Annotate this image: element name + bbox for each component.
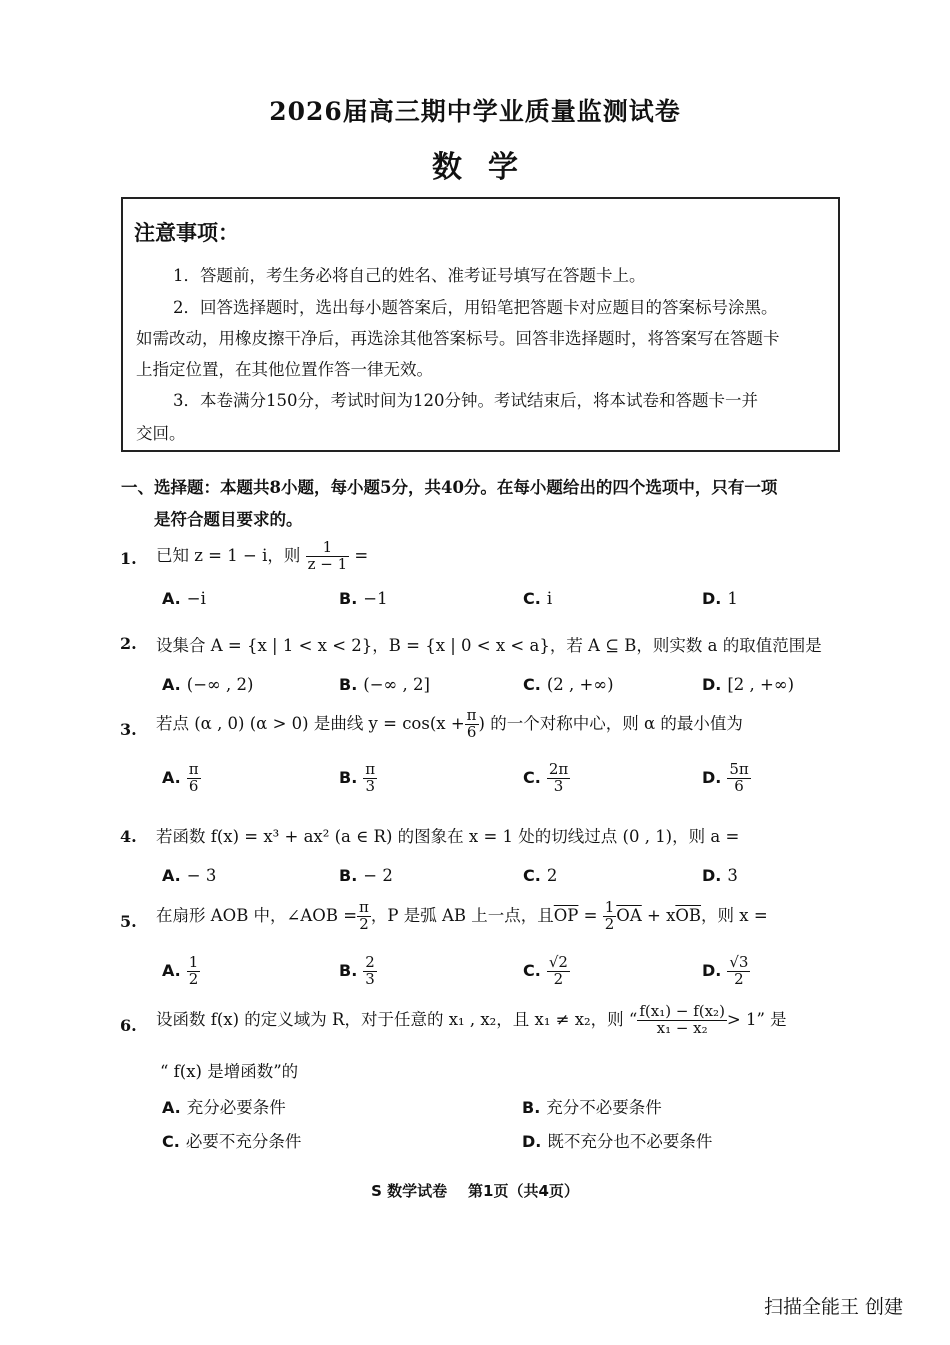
q1-option-c [523, 589, 552, 608]
q3-fraction [465, 708, 479, 741]
q5-frac-den: 2 [359, 914, 369, 933]
question-stem-4: 若函数 f(x) = x³ + ax² (a ∈ R) 的图象在 x = 1 处的切线过点 (0 , 1)，则 a = [156, 827, 740, 846]
frac-num: π [365, 760, 376, 778]
frac-num: 2π [548, 760, 569, 778]
q5-option-d [702, 955, 750, 988]
q1-stem-b: = [354, 545, 369, 565]
frac-den: 2 [188, 969, 199, 988]
vector-ob: $\overline{OB}$ [675, 905, 702, 925]
q6-fraction [637, 1004, 727, 1037]
notice-line-2: 2．回答选择题时，选出每小题答案后，用铅笔把答题卡对应题目的答案标号涂黑。 [173, 298, 778, 317]
q5-option-a [162, 955, 200, 988]
q1-option-b [339, 589, 388, 608]
frac-num: 5π [729, 760, 749, 778]
option-fraction [727, 955, 750, 988]
vector-oa: $\overline{OA}$ [616, 905, 642, 925]
q5-stem-c: ，则 x = [701, 905, 768, 925]
q6-frac-num: f(x₁) − f(x₂) [639, 1002, 725, 1020]
subject-title: 数学 [432, 150, 544, 185]
q3-stem-a: 若点 (α , 0) (α > 0) 是曲线 y = cos(x + [156, 713, 465, 733]
question-number-6: 6. [120, 1016, 137, 1035]
q5-frac-num: π [359, 898, 369, 916]
question-stem-6 [156, 1004, 787, 1037]
option-label: D. [702, 866, 722, 885]
frac-den: 3 [553, 776, 564, 795]
option-label: B. [339, 960, 358, 980]
q1-fraction [306, 540, 350, 573]
q6-option-a [162, 1094, 286, 1118]
q1-option-d [702, 589, 738, 608]
option-label: D. [702, 589, 722, 608]
q2-option-a [162, 675, 253, 694]
frac-den: 3 [365, 969, 375, 988]
q2-option-d [702, 675, 794, 694]
question-stem-1 [156, 540, 368, 573]
option-text: 1 [727, 589, 738, 608]
notice-line-5: 3．本卷满分150分，考试时间为120分钟。考试结束后，将本试卷和答题卡一并 [173, 391, 758, 410]
q1-stem-a: 已知 z = 1 − i，则 [156, 545, 301, 565]
option-text: (−∞ , 2] [363, 675, 430, 694]
q5-option-b [339, 955, 377, 988]
option-text: 必要不充分条件 [185, 1132, 302, 1151]
q3-option-c [523, 762, 570, 795]
option-label: A. [162, 767, 181, 787]
section-line-2: 是符合题目要求的。 [154, 510, 303, 529]
q4-option-c [523, 866, 557, 885]
option-label: B. [339, 767, 358, 787]
question-number-2: 2. [120, 634, 137, 653]
q3-option-a [162, 762, 201, 795]
scanner-watermark: 扫描全能王 创建 [764, 1296, 904, 1318]
option-label: C. [523, 589, 541, 608]
option-fraction [727, 762, 750, 795]
q5-stem-a: 在扇形 AOB 中，∠AOB = [156, 905, 358, 925]
question-number-1: 1. [120, 549, 137, 568]
option-label: B. [522, 1098, 541, 1117]
option-label: C. [523, 866, 541, 885]
option-label: A. [162, 866, 181, 885]
option-fraction [363, 955, 377, 988]
page-footer: S 数学试卷 第1页（共4页） [371, 1182, 579, 1200]
frac-den: 6 [188, 776, 199, 795]
section-heading [121, 472, 851, 536]
frac-num: 2 [365, 953, 375, 971]
q6-option-c [162, 1128, 301, 1152]
notice-line-1: 1．答题前，考生务必将自己的姓名、准考证号填写在答题卡上。 [173, 266, 646, 285]
option-fraction [187, 955, 201, 988]
q5-fraction-half [603, 900, 617, 933]
q5-option-c [523, 955, 570, 988]
option-text: [2 , +∞) [727, 675, 795, 694]
option-label: C. [523, 767, 541, 787]
q5-frac2-den: 2 [604, 914, 615, 933]
q1-option-a [162, 589, 206, 608]
option-text: 既不充分也不必要条件 [547, 1132, 713, 1151]
option-text: −i [186, 589, 206, 608]
q5-stem-b: ，P 是弧 AB 上一点，且 [370, 905, 554, 925]
q3-option-d [702, 762, 751, 795]
frac-num: √3 [729, 953, 749, 971]
q3-frac-den: 6 [466, 722, 477, 741]
option-label: B. [339, 589, 358, 608]
option-text: 3 [727, 866, 738, 885]
frac-num: π [188, 760, 199, 778]
option-text: − 2 [363, 866, 393, 885]
option-label: C. [523, 960, 541, 980]
q3-option-b [339, 762, 377, 795]
vector-op: $\overline{OP}$ [553, 905, 579, 925]
section-line-1: 一、选择题：本题共8小题，每小题5分，共40分。在每小题给出的四个选项中，只有一项 [121, 478, 778, 497]
frac-num: √2 [548, 953, 568, 971]
question-stem-6-line2: “ f(x) 是增函数”的 [160, 1062, 299, 1081]
notice-heading: 注意事项： [134, 220, 239, 245]
option-label: C. [523, 675, 541, 694]
option-fraction [363, 762, 377, 795]
option-text: 充分不必要条件 [546, 1098, 662, 1117]
question-number-5: 5. [120, 912, 137, 931]
option-text: (2 , +∞) [546, 675, 614, 694]
q3-frac-num: π [466, 706, 477, 724]
q2-option-c [523, 675, 614, 694]
question-stem-5 [156, 900, 768, 933]
question-number-3: 3. [120, 720, 137, 739]
q1-frac-den: z − 1 [307, 554, 348, 573]
q5-equals: = [578, 905, 603, 925]
frac-den: 2 [734, 969, 744, 988]
q5-plus-x: + x [641, 905, 676, 925]
frac-den: 6 [734, 776, 744, 795]
q1-frac-num: 1 [306, 540, 350, 557]
q6-option-d [522, 1128, 712, 1152]
option-label: D. [522, 1132, 542, 1151]
q5-frac2-num: 1 [604, 898, 615, 916]
frac-num: 1 [188, 953, 199, 971]
option-text: (−∞ , 2) [186, 675, 254, 694]
option-label: C. [162, 1132, 180, 1151]
notice-line-6: 交回。 [136, 424, 186, 443]
question-stem-3 [156, 708, 743, 741]
option-label: D. [702, 675, 722, 694]
frac-den: 2 [553, 969, 564, 988]
frac-den: 3 [365, 776, 375, 795]
q6-option-b [522, 1094, 662, 1118]
option-text: − 3 [186, 866, 217, 885]
option-text: i [546, 589, 553, 608]
q4-option-b [339, 866, 393, 885]
option-fraction [547, 762, 570, 795]
q4-option-a [162, 866, 216, 885]
option-label: D. [702, 767, 722, 787]
option-text: −1 [363, 589, 388, 608]
q5-fraction-angle [357, 900, 371, 933]
q3-stem-b: ) 的一个对称中心，则 α 的最小值为 [478, 713, 743, 733]
option-label: A. [162, 960, 181, 980]
notice-line-3: 如需改动，用橡皮擦干净后，再选涂其他答案标号。回答非选择题时，将答案写在答题卡 [136, 329, 780, 348]
question-stem-2: 设集合 A = {x | 1 < x < 2}，B = {x | 0 < x < a}，若 A ⊆ B，则实数 a 的取值范围是 [156, 636, 822, 655]
option-fraction [187, 762, 201, 795]
option-label: D. [702, 960, 722, 980]
option-fraction [547, 955, 570, 988]
q6-frac-den: x₁ − x₂ [656, 1018, 708, 1037]
option-text: 2 [546, 866, 558, 885]
option-label: A. [162, 1098, 181, 1117]
q2-option-b [339, 675, 430, 694]
exam-title: 2026届高三期中学业质量监测试卷 [269, 97, 681, 126]
option-label: B. [339, 866, 358, 885]
notice-line-4: 上指定位置，在其他位置作答一律无效。 [136, 360, 433, 379]
option-text: 充分必要条件 [186, 1098, 286, 1117]
q6-stem-b: > 1” 是 [726, 1009, 787, 1029]
q4-option-d [702, 866, 738, 885]
option-label: A. [162, 675, 181, 694]
question-number-4: 4. [120, 827, 137, 846]
option-label: B. [339, 675, 358, 694]
q6-stem-a: 设函数 f(x) 的定义域为 R，对于任意的 x₁ , x₂，且 x₁ ≠ x₂，则 “ [156, 1009, 638, 1029]
option-label: A. [162, 589, 181, 608]
